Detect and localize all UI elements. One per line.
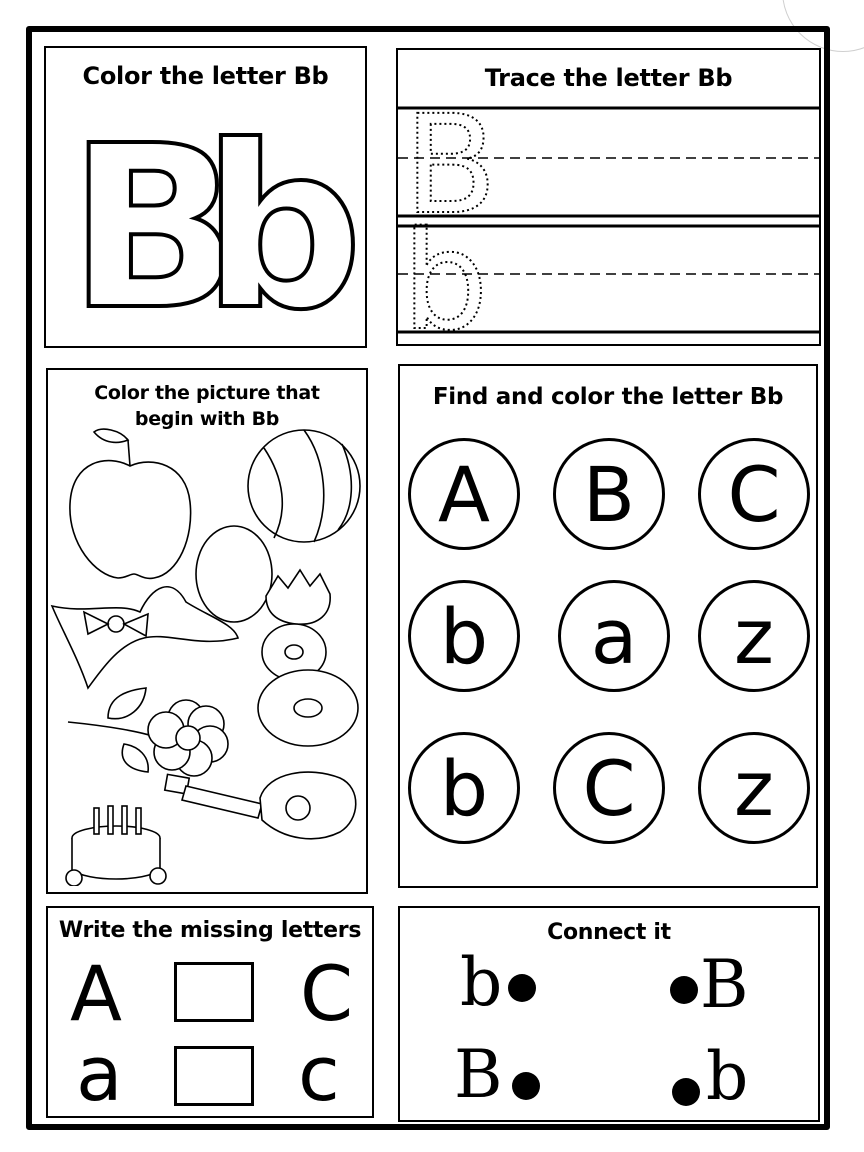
missing-row2-left: a xyxy=(76,1029,123,1118)
trace-letter-title: Trace the letter Bb xyxy=(484,64,733,92)
color-picture-panel xyxy=(46,368,368,894)
color-letter-title: Color the letter Bb xyxy=(82,62,329,90)
connect-left-2: B xyxy=(454,1036,503,1113)
connect-right-dot-2[interactable] xyxy=(672,1078,700,1106)
guitar-picture[interactable] xyxy=(165,772,356,839)
find-circle-A[interactable]: A xyxy=(408,438,520,550)
connect-right-2: b xyxy=(706,1038,749,1115)
flower-picture[interactable] xyxy=(68,688,228,776)
missing-letters-panel xyxy=(46,906,374,1118)
find-letter-panel xyxy=(398,364,818,888)
find-circle-b[interactable]: b xyxy=(408,580,520,692)
connect-left-dot-1[interactable] xyxy=(508,974,536,1002)
trace-lines[interactable] xyxy=(398,104,819,344)
missing-row1-right: C xyxy=(300,949,354,1038)
missing-letters-title: Write the missing letters xyxy=(58,918,362,943)
connect-left-1: b xyxy=(460,944,503,1021)
apple-picture[interactable] xyxy=(70,429,191,578)
connect-right-dot-1[interactable] xyxy=(670,976,698,1004)
find-circle-z[interactable]: z xyxy=(698,580,810,692)
outline-letters[interactable] xyxy=(46,106,365,346)
color-letter-panel xyxy=(44,46,367,348)
color-picture-title-line2: begin with Bb xyxy=(134,408,280,430)
connect-right-1: B xyxy=(700,946,749,1023)
trace-letter-lower[interactable]: b xyxy=(402,203,489,344)
trace-letter-upper[interactable]: B xyxy=(404,104,498,245)
find-circle-C[interactable]: C xyxy=(698,438,810,550)
find-circle-B[interactable]: B xyxy=(553,438,665,550)
find-circle-C-2[interactable]: C xyxy=(553,732,665,844)
outline-letter-lower[interactable]: b xyxy=(202,106,364,346)
find-circle-a[interactable]: a xyxy=(558,580,670,692)
donut-picture[interactable] xyxy=(258,624,358,746)
pictures-illustration xyxy=(48,426,366,886)
missing-row2-box[interactable] xyxy=(174,1046,254,1106)
find-circle-z-2[interactable]: z xyxy=(698,732,810,844)
missing-row1-left: A xyxy=(70,949,122,1038)
find-circle-b-2[interactable]: b xyxy=(408,732,520,844)
missing-row2-right: c xyxy=(298,1029,340,1118)
outline-letter-upper[interactable]: B xyxy=(68,106,240,346)
trace-letter-panel xyxy=(396,48,821,346)
connect-left-dot-2[interactable] xyxy=(512,1072,540,1100)
connect-panel xyxy=(398,906,820,1122)
find-letter-title: Find and color the letter Bb xyxy=(432,384,784,410)
cake-picture[interactable] xyxy=(66,806,166,886)
color-picture-title-line1: Color the picture that xyxy=(94,382,320,404)
missing-row1-box[interactable] xyxy=(174,962,254,1022)
ball-picture[interactable] xyxy=(248,430,360,542)
connect-title: Connect it xyxy=(547,920,671,945)
